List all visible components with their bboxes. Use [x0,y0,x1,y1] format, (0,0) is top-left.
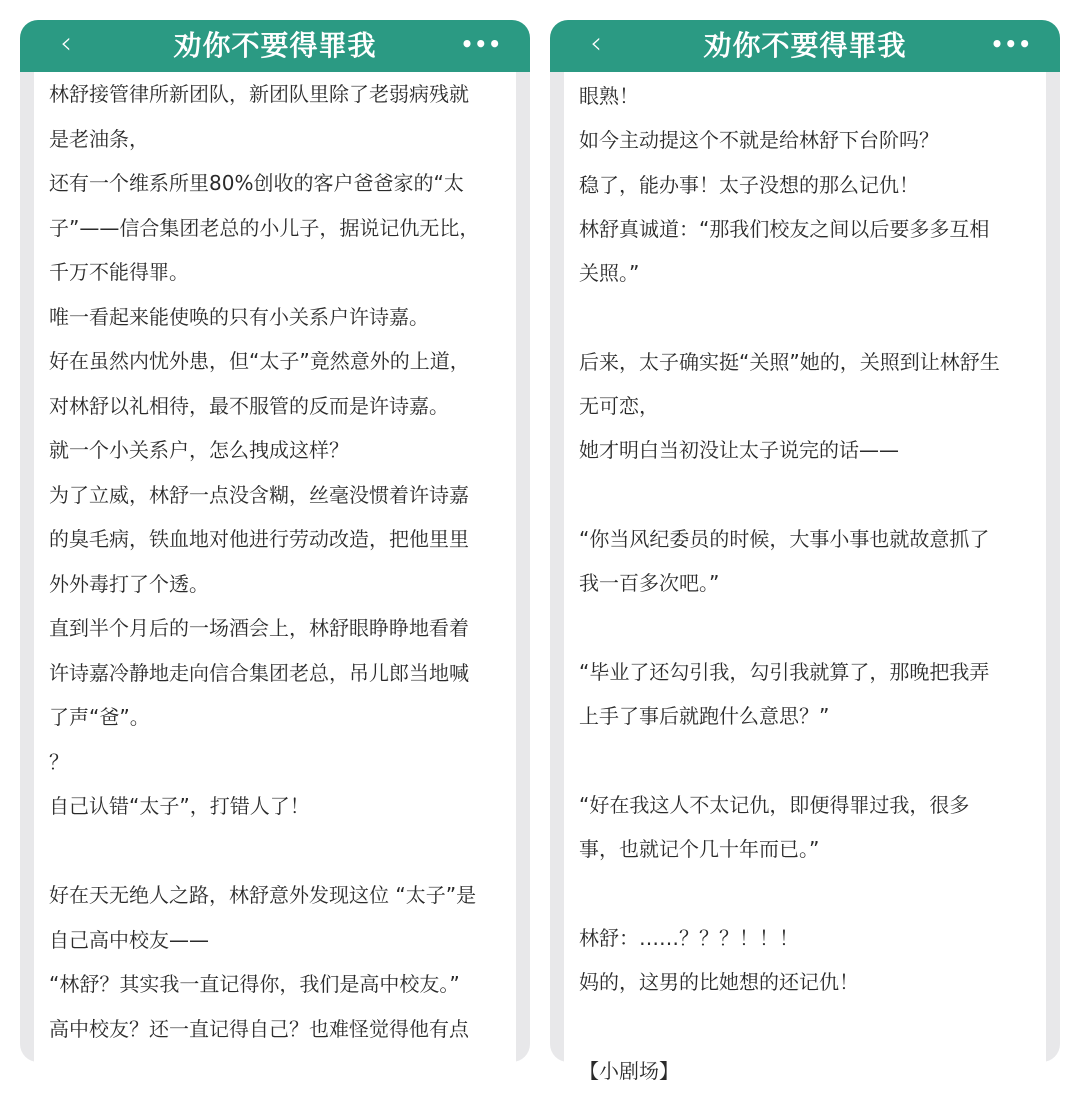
text-line: 无可恋， [579,394,659,419]
text-line: 许诗嘉冷静地走向信合集团老总，吊儿郎当地喊 [49,660,469,685]
text-line: 我一百多次吧。” [579,571,720,596]
more-options-icon[interactable]: ••• [990,32,1032,56]
text-body [34,72,516,1051]
text-line: 上手了事后就跑什么意思？” [579,704,830,729]
text-line: 自己认错“太子”，打错人了！ [49,794,310,818]
text-line: 眼熟！ [579,84,639,108]
left-phone-screen [20,20,530,1062]
text-line [579,295,1046,339]
text-line: 事，也就记个几十年而已。” [579,837,820,862]
text-line: 稳了，能办事！太子没想的那么记仇！ [579,172,919,197]
text-line: 是老油条， [49,126,149,151]
text-line: “好在我这人不太记仇，即便得罪过我，很多 [579,792,970,817]
text-line [579,738,1046,782]
text-line [49,829,516,874]
text-line: “毕业了还勾引我，勾引我就算了，那晚把我弄 [579,659,990,684]
text-line: 对林舒以礼相待，最不服管的反而是许诗嘉。 [49,393,449,418]
text-line: 就一个小关系户，怎么拽成这样？ [49,438,349,462]
text-line: “林舒？其实我一直记得你，我们是高中校友。” [49,972,460,996]
book-title: 劝你不要得罪我 [703,29,907,62]
text-line: 了声“爸”。 [49,705,150,729]
text-body [564,72,1046,1093]
text-line [579,871,1046,915]
text-line: 她才明白当初没让太子说完的话—— [579,438,899,463]
text-line [579,1004,1046,1048]
text-line: 高中校友？还一直记得自己？也难怪觉得他有点 [49,1016,469,1041]
text-line: 如今主动提这个不就是给林舒下台阶吗？ [579,128,939,153]
text-line: 子”——信合集团老总的小儿子，据说记仇无比， [49,215,480,240]
text-line: 【小剧场】 [579,1058,679,1083]
text-line: 千万不能得罪。 [49,260,189,284]
text-line: 后来，太子确实挺“关照”她的，关照到让林舒生 [579,349,1000,374]
back-icon[interactable]: ‹ [590,26,602,61]
back-icon[interactable]: ‹ [60,26,72,61]
text-line: 自己高中校友—— [49,927,209,952]
right-phone-screen [550,20,1060,1083]
reader-header [20,20,530,72]
text-line: 林舒：……？？？！！！ [579,925,799,950]
reading-page[interactable] [34,72,516,1062]
text-line: 关照。” [579,261,640,286]
text-line: 还有一个维系所里80%创收的客户爸爸家的“太 [49,171,464,195]
text-line: 唯一看起来能使唤的只有小关系户许诗嘉。 [49,304,429,329]
text-line: 好在虽然内忧外患，但“太子”竟然意外的上道， [49,349,470,373]
text-line: 林舒真诚道：“那我们校友之间以后要多多互相 [579,216,990,241]
text-line: 的臭毛病，铁血地对他进行劳动改造，把他里里 [49,527,469,551]
text-line: 林舒接管律所新团队，新团队里除了老弱病残就 [49,82,469,106]
more-options-icon[interactable]: ••• [460,32,502,56]
reading-page[interactable] [564,72,1046,1083]
reader-header [550,20,1060,72]
text-line: ？ [49,749,69,774]
text-line: 直到半个月后的一场酒会上，林舒眼睁睁地看着 [49,616,469,640]
text-line: 外外毒打了个透。 [49,571,209,596]
book-title: 劝你不要得罪我 [173,29,377,62]
text-line [579,473,1046,517]
text-line: “你当风纪委员的时候，大事小事也就故意抓了 [579,526,990,551]
text-line: 为了立威，林舒一点没含糊，丝毫没惯着许诗嘉 [49,482,469,507]
text-line: 好在天无绝人之路，林舒意外发现这位 “太子”是 [49,883,477,907]
text-line: 妈的，这男的比她想的还记仇！ [579,969,859,994]
text-line [579,606,1046,650]
